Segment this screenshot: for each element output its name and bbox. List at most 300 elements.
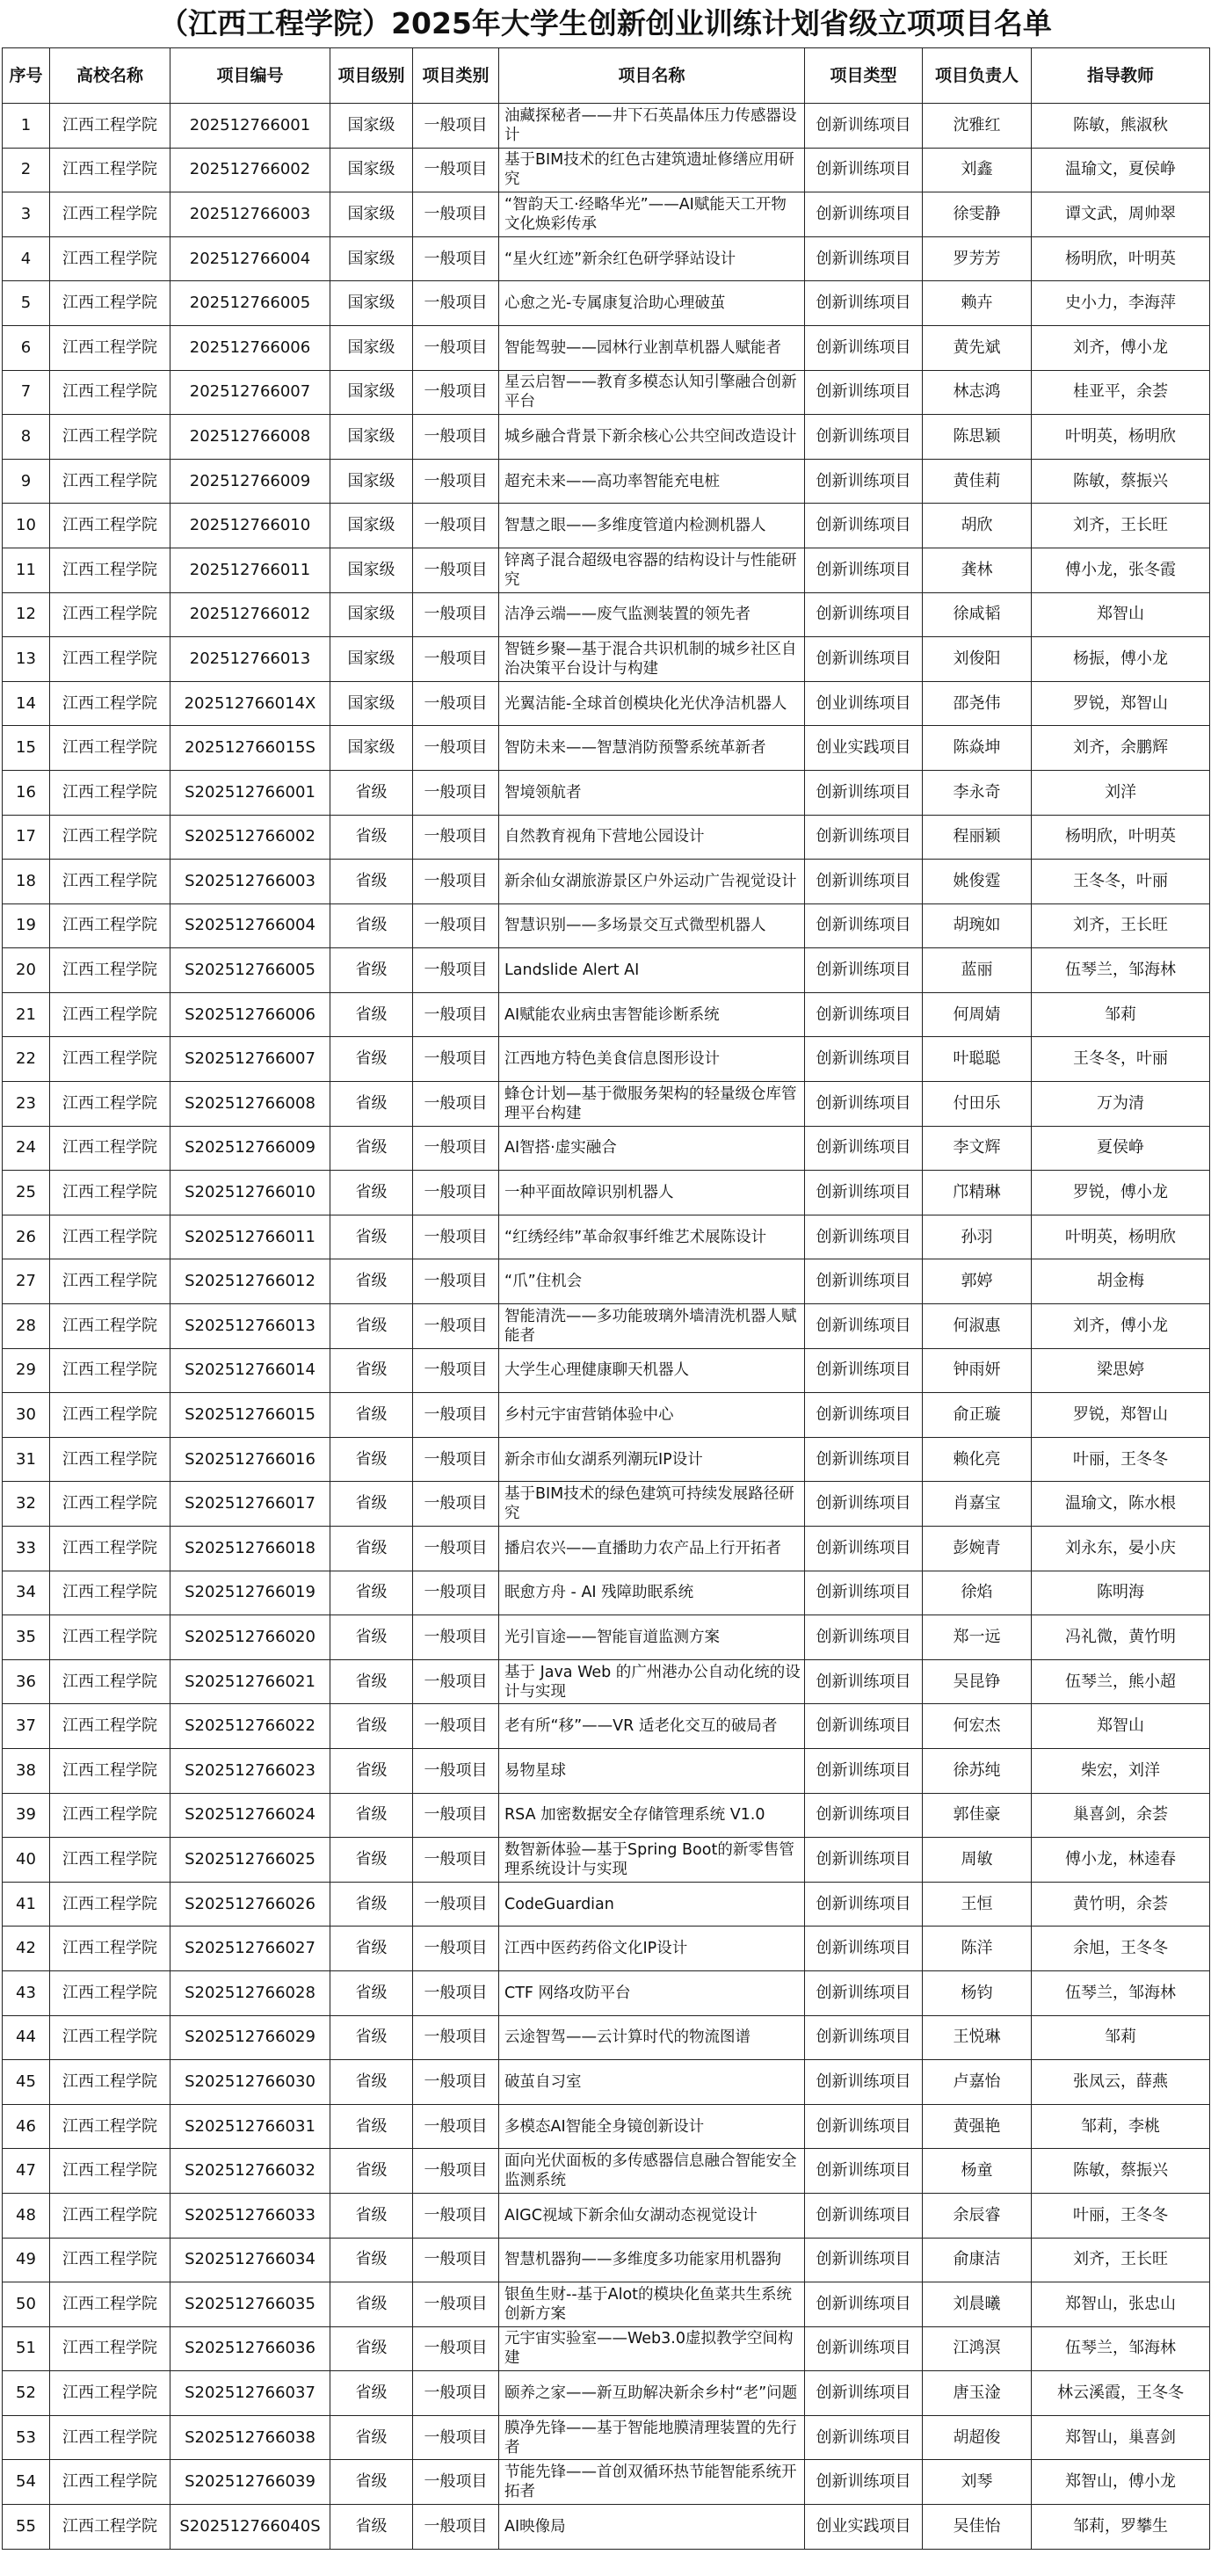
- cell-project-name: 城乡融合背景下新余核心公共空间改造设计: [499, 415, 805, 460]
- cell-school: 江西工程学院: [50, 1882, 170, 1927]
- cell-advisor: 叶丽，王冬冬: [1032, 2193, 1210, 2238]
- cell-project-leader: 胡超俊: [923, 2415, 1032, 2460]
- cell-school: 江西工程学院: [50, 192, 170, 237]
- cell-project-level: 国家级: [330, 459, 413, 504]
- cell-index: 23: [3, 1082, 50, 1127]
- cell-project-level: 省级: [330, 815, 413, 860]
- cell-project-code: S202512766025: [170, 1838, 330, 1883]
- cell-project-name: AIGC视域下新余仙女湖动态视觉设计: [499, 2193, 805, 2238]
- cell-project-category: 一般项目: [413, 1615, 499, 1660]
- cell-project-category: 一般项目: [413, 1037, 499, 1082]
- cell-school: 江西工程学院: [50, 948, 170, 993]
- cell-advisor: 桂亚平，余荟: [1032, 370, 1210, 415]
- cell-project-category: 一般项目: [413, 1082, 499, 1127]
- cell-project-name: 基于BIM技术的红色古建筑遗址修缮应用研究: [499, 148, 805, 192]
- cell-project-category: 一般项目: [413, 815, 499, 860]
- table-row: [3, 2282, 1210, 2327]
- cell-project-leader: 郑一远: [923, 1615, 1032, 1660]
- cell-project-code: 202512766012: [170, 592, 330, 637]
- cell-project-leader: 杨童: [923, 2149, 1032, 2194]
- table-row: [3, 815, 1210, 860]
- cell-index: 30: [3, 1393, 50, 1438]
- cell-project-code: S202512766040S: [170, 2505, 330, 2550]
- cell-advisor: 邹莉: [1032, 992, 1210, 1037]
- cell-advisor: 邹莉: [1032, 2015, 1210, 2060]
- cell-project-category: 一般项目: [413, 459, 499, 504]
- cell-project-code: 202512766005: [170, 281, 330, 326]
- cell-project-leader: 邝精琳: [923, 1171, 1032, 1215]
- table-row: [3, 726, 1210, 771]
- cell-project-category: 一般项目: [413, 860, 499, 904]
- cell-project-level: 省级: [330, 1659, 413, 1704]
- cell-project-level: 省级: [330, 2149, 413, 2194]
- cell-project-name: “智韵天工·经略华光”——AI赋能天工开物文化焕彩传承: [499, 192, 805, 237]
- cell-project-code: 202512766001: [170, 104, 330, 149]
- cell-project-type: 创新训练项目: [805, 1126, 923, 1171]
- cell-school: 江西工程学院: [50, 2104, 170, 2149]
- cell-index: 6: [3, 325, 50, 370]
- table-row: [3, 281, 1210, 326]
- cell-school: 江西工程学院: [50, 1171, 170, 1215]
- cell-project-name: 智慧识别——多场景交互式微型机器人: [499, 903, 805, 948]
- cell-school: 江西工程学院: [50, 815, 170, 860]
- cell-project-leader: 李文辉: [923, 1126, 1032, 1171]
- cell-project-leader: 胡琬如: [923, 903, 1032, 948]
- cell-project-leader: 陈思颖: [923, 415, 1032, 460]
- cell-advisor: 刘齐，傅小龙: [1032, 325, 1210, 370]
- column-header-index: 序号: [3, 48, 50, 104]
- cell-project-leader: 姚俊霆: [923, 860, 1032, 904]
- cell-project-level: 省级: [330, 1393, 413, 1438]
- cell-project-leader: 邵尧伟: [923, 681, 1032, 726]
- cell-project-name: 数智新体验—基于Spring Boot的新零售管理系统设计与实现: [499, 1838, 805, 1883]
- cell-project-name: 老有所“移”——VR 适老化交互的破局者: [499, 1704, 805, 1749]
- cell-index: 37: [3, 1704, 50, 1749]
- cell-advisor: 胡金梅: [1032, 1259, 1210, 1304]
- cell-project-leader: 何周婧: [923, 992, 1032, 1037]
- cell-project-category: 一般项目: [413, 370, 499, 415]
- cell-school: 江西工程学院: [50, 1482, 170, 1527]
- cell-school: 江西工程学院: [50, 1659, 170, 1704]
- cell-school: 江西工程学院: [50, 1037, 170, 1082]
- cell-project-leader: 龚林: [923, 548, 1032, 592]
- cell-index: 4: [3, 236, 50, 281]
- column-header-project-name: 项目名称: [499, 48, 805, 104]
- cell-project-leader: 吴昆铮: [923, 1659, 1032, 1704]
- cell-project-level: 国家级: [330, 281, 413, 326]
- cell-project-type: 创业实践项目: [805, 726, 923, 771]
- cell-advisor: 罗锐，傅小龙: [1032, 1171, 1210, 1215]
- cell-index: 22: [3, 1037, 50, 1082]
- cell-project-type: 创新训练项目: [805, 236, 923, 281]
- cell-project-type: 创新训练项目: [805, 2460, 923, 2505]
- cell-index: 14: [3, 681, 50, 726]
- cell-project-level: 省级: [330, 1215, 413, 1259]
- cell-school: 江西工程学院: [50, 415, 170, 460]
- cell-project-level: 省级: [330, 903, 413, 948]
- cell-index: 51: [3, 2326, 50, 2371]
- document-title: （江西工程学院）2025年大学生创新创业训练计划省级立项项目名单: [159, 6, 1052, 40]
- cell-project-type: 创新训练项目: [805, 2238, 923, 2282]
- cell-index: 47: [3, 2149, 50, 2194]
- cell-project-type: 创新训练项目: [805, 459, 923, 504]
- cell-project-type: 创新训练项目: [805, 1748, 923, 1793]
- column-header-project-category: 项目类别: [413, 48, 499, 104]
- cell-project-code: 202512766004: [170, 236, 330, 281]
- cell-project-type: 创新训练项目: [805, 1215, 923, 1259]
- cell-project-category: 一般项目: [413, 1171, 499, 1215]
- cell-school: 江西工程学院: [50, 548, 170, 592]
- cell-index: 39: [3, 1793, 50, 1838]
- cell-index: 41: [3, 1882, 50, 1927]
- cell-project-type: 创新训练项目: [805, 1037, 923, 1082]
- table-row: [3, 637, 1210, 682]
- cell-advisor: 张凤云，薛燕: [1032, 2060, 1210, 2105]
- cell-index: 38: [3, 1748, 50, 1793]
- table-row: [3, 992, 1210, 1037]
- cell-advisor: 刘齐，余鹏辉: [1032, 726, 1210, 771]
- cell-index: 27: [3, 1259, 50, 1304]
- cell-advisor: 刘齐，王长旺: [1032, 903, 1210, 948]
- cell-project-name: 智链乡聚—基于混合共识机制的城乡社区自治决策平台设计与构建: [499, 637, 805, 682]
- cell-project-code: S202512766034: [170, 2238, 330, 2282]
- table-row: [3, 2326, 1210, 2371]
- cell-project-name: 智慧机器狗——多维度多功能家用机器狗: [499, 2238, 805, 2282]
- table-row: [3, 770, 1210, 815]
- cell-school: 江西工程学院: [50, 1304, 170, 1349]
- cell-project-category: 一般项目: [413, 1970, 499, 2015]
- cell-project-leader: 徐焰: [923, 1571, 1032, 1615]
- table-row: [3, 2193, 1210, 2238]
- cell-school: 江西工程学院: [50, 1082, 170, 1127]
- cell-project-code: 202512766007: [170, 370, 330, 415]
- cell-school: 江西工程学院: [50, 2460, 170, 2505]
- cell-project-level: 省级: [330, 1882, 413, 1927]
- cell-index: 24: [3, 1126, 50, 1171]
- table-row: [3, 2415, 1210, 2460]
- cell-project-code: S202512766038: [170, 2415, 330, 2460]
- cell-project-category: 一般项目: [413, 2415, 499, 2460]
- cell-project-code: S202512766007: [170, 1037, 330, 1082]
- cell-school: 江西工程学院: [50, 1927, 170, 1971]
- cell-school: 江西工程学院: [50, 1527, 170, 1571]
- cell-project-level: 省级: [330, 1615, 413, 1660]
- cell-project-type: 创新训练项目: [805, 1838, 923, 1883]
- cell-project-type: 创新训练项目: [805, 1970, 923, 2015]
- cell-project-type: 创新训练项目: [805, 2104, 923, 2149]
- table-row: [3, 459, 1210, 504]
- cell-project-leader: 程丽颖: [923, 815, 1032, 860]
- cell-project-level: 省级: [330, 2460, 413, 2505]
- cell-project-name: 播启农兴——直播助力农产品上行开拓者: [499, 1527, 805, 1571]
- cell-project-level: 省级: [330, 2282, 413, 2327]
- cell-project-category: 一般项目: [413, 281, 499, 326]
- cell-project-leader: 罗芳芳: [923, 236, 1032, 281]
- table-row: [3, 1215, 1210, 1259]
- cell-project-code: S202512766028: [170, 1970, 330, 2015]
- table-header-row: [3, 48, 1210, 104]
- cell-advisor: 王冬冬，叶丽: [1032, 1037, 1210, 1082]
- cell-project-category: 一般项目: [413, 325, 499, 370]
- cell-project-type: 创新训练项目: [805, 1615, 923, 1660]
- cell-project-code: 202512766003: [170, 192, 330, 237]
- cell-project-code: S202512766036: [170, 2326, 330, 2371]
- cell-project-level: 省级: [330, 1037, 413, 1082]
- cell-project-category: 一般项目: [413, 948, 499, 993]
- cell-project-category: 一般项目: [413, 1793, 499, 1838]
- cell-index: 43: [3, 1970, 50, 2015]
- cell-index: 45: [3, 2060, 50, 2105]
- table-row: [3, 2371, 1210, 2416]
- cell-school: 江西工程学院: [50, 1970, 170, 2015]
- cell-school: 江西工程学院: [50, 1793, 170, 1838]
- cell-project-code: S202512766018: [170, 1527, 330, 1571]
- cell-project-leader: 胡欣: [923, 504, 1032, 548]
- cell-project-code: S202512766009: [170, 1126, 330, 1171]
- cell-index: 13: [3, 637, 50, 682]
- cell-project-code: S202512766004: [170, 903, 330, 948]
- cell-project-name: 智境领航者: [499, 770, 805, 815]
- cell-school: 江西工程学院: [50, 2015, 170, 2060]
- table-row: [3, 1615, 1210, 1660]
- cell-project-name: 面向光伏面板的多传感器信息融合智能安全监测系统: [499, 2149, 805, 2194]
- cell-project-category: 一般项目: [413, 1304, 499, 1349]
- cell-advisor: 夏侯峥: [1032, 1126, 1210, 1171]
- cell-project-leader: 余辰睿: [923, 2193, 1032, 2238]
- cell-project-name: 颐养之家——新互助解决新余乡村“老”问题: [499, 2371, 805, 2416]
- table-row: [3, 325, 1210, 370]
- cell-project-leader: 俞正璇: [923, 1393, 1032, 1438]
- cell-school: 江西工程学院: [50, 236, 170, 281]
- cell-project-type: 创新训练项目: [805, 1437, 923, 1482]
- cell-project-leader: 付田乐: [923, 1082, 1032, 1127]
- cell-project-category: 一般项目: [413, 992, 499, 1037]
- table-row: [3, 1348, 1210, 1393]
- cell-project-name: 锌离子混合超级电容器的结构设计与性能研究: [499, 548, 805, 592]
- cell-project-name: 乡村元宇宙营销体验中心: [499, 1393, 805, 1438]
- cell-index: 29: [3, 1348, 50, 1393]
- table-row: [3, 1304, 1210, 1349]
- cell-index: 1: [3, 104, 50, 149]
- cell-project-category: 一般项目: [413, 2104, 499, 2149]
- cell-project-level: 省级: [330, 1527, 413, 1571]
- table-row: [3, 148, 1210, 192]
- cell-project-code: S202512766026: [170, 1882, 330, 1927]
- cell-project-type: 创新训练项目: [805, 2371, 923, 2416]
- cell-project-leader: 刘晨曦: [923, 2282, 1032, 2327]
- cell-advisor: 罗锐，郑智山: [1032, 681, 1210, 726]
- cell-project-category: 一般项目: [413, 592, 499, 637]
- table-row: [3, 1171, 1210, 1215]
- cell-project-leader: 赖卉: [923, 281, 1032, 326]
- cell-project-name: 银鱼生财--基于Alot的模块化鱼菜共生系统创新方案: [499, 2282, 805, 2327]
- cell-project-category: 一般项目: [413, 2371, 499, 2416]
- cell-project-type: 创新训练项目: [805, 1171, 923, 1215]
- cell-project-category: 一般项目: [413, 1882, 499, 1927]
- cell-index: 10: [3, 504, 50, 548]
- cell-school: 江西工程学院: [50, 2193, 170, 2238]
- cell-project-code: 202512766013: [170, 637, 330, 682]
- table-row: [3, 2149, 1210, 2194]
- cell-project-name: “红绣经纬”革命叙事纤维艺术展陈设计: [499, 1215, 805, 1259]
- cell-index: 15: [3, 726, 50, 771]
- cell-school: 江西工程学院: [50, 459, 170, 504]
- table-row: [3, 1482, 1210, 1527]
- cell-project-type: 创新训练项目: [805, 1704, 923, 1749]
- cell-project-name: “星火红迹”新余红色研学驿站设计: [499, 236, 805, 281]
- column-header-project-level: 项目级别: [330, 48, 413, 104]
- cell-project-level: 省级: [330, 1571, 413, 1615]
- cell-advisor: 叶明英，杨明欣: [1032, 415, 1210, 460]
- cell-project-level: 国家级: [330, 592, 413, 637]
- table-row: [3, 681, 1210, 726]
- cell-project-level: 省级: [330, 2505, 413, 2550]
- cell-index: 3: [3, 192, 50, 237]
- cell-index: 54: [3, 2460, 50, 2505]
- cell-project-code: 202512766011: [170, 548, 330, 592]
- table-row: [3, 1126, 1210, 1171]
- cell-project-leader: 黄强艳: [923, 2104, 1032, 2149]
- table-row: [3, 1793, 1210, 1838]
- cell-project-type: 创新训练项目: [805, 2060, 923, 2105]
- cell-advisor: 杨振，傅小龙: [1032, 637, 1210, 682]
- cell-project-leader: 黄佳莉: [923, 459, 1032, 504]
- cell-school: 江西工程学院: [50, 1571, 170, 1615]
- cell-project-code: S202512766023: [170, 1748, 330, 1793]
- cell-project-leader: 郭婷: [923, 1259, 1032, 1304]
- cell-index: 49: [3, 2238, 50, 2282]
- table-row: [3, 1259, 1210, 1304]
- cell-project-name: 一种平面故障识别机器人: [499, 1171, 805, 1215]
- table-row: [3, 415, 1210, 460]
- cell-project-category: 一般项目: [413, 1659, 499, 1704]
- cell-project-type: 创新训练项目: [805, 860, 923, 904]
- cell-advisor: 伍琴兰，邹海林: [1032, 948, 1210, 993]
- cell-project-leader: 陈焱坤: [923, 726, 1032, 771]
- cell-project-category: 一般项目: [413, 1838, 499, 1883]
- cell-advisor: 冯礼微，黄竹明: [1032, 1615, 1210, 1660]
- cell-project-code: S202512766015: [170, 1393, 330, 1438]
- cell-project-level: 省级: [330, 1171, 413, 1215]
- cell-project-type: 创新训练项目: [805, 1882, 923, 1927]
- column-header-school: 高校名称: [50, 48, 170, 104]
- cell-project-name: 基于 Java Web 的广州港办公自动化统的设计与实现: [499, 1659, 805, 1704]
- cell-project-type: 创新训练项目: [805, 1348, 923, 1393]
- table-row: [3, 2104, 1210, 2149]
- cell-project-name: CTF 网络攻防平台: [499, 1970, 805, 2015]
- cell-project-level: 国家级: [330, 370, 413, 415]
- cell-project-leader: 杨钧: [923, 1970, 1032, 2015]
- cell-school: 江西工程学院: [50, 1704, 170, 1749]
- cell-project-type: 创新训练项目: [805, 1482, 923, 1527]
- cell-project-level: 省级: [330, 2415, 413, 2460]
- cell-advisor: 史小力，李海萍: [1032, 281, 1210, 326]
- cell-project-code: S202512766035: [170, 2282, 330, 2327]
- cell-project-category: 一般项目: [413, 1126, 499, 1171]
- table-row: [3, 1082, 1210, 1127]
- cell-project-name: 智防未来——智慧消防预警系统革新者: [499, 726, 805, 771]
- cell-project-category: 一般项目: [413, 504, 499, 548]
- cell-project-code: S202512766021: [170, 1659, 330, 1704]
- cell-project-code: S202512766024: [170, 1793, 330, 1838]
- cell-project-type: 创新训练项目: [805, 2415, 923, 2460]
- cell-project-category: 一般项目: [413, 1393, 499, 1438]
- cell-school: 江西工程学院: [50, 2371, 170, 2416]
- cell-school: 江西工程学院: [50, 2505, 170, 2550]
- cell-school: 江西工程学院: [50, 1615, 170, 1660]
- table-row: [3, 1659, 1210, 1704]
- cell-project-name: 云途智驾——云计算时代的物流图谱: [499, 2015, 805, 2060]
- cell-index: 36: [3, 1659, 50, 1704]
- cell-project-leader: 周敏: [923, 1838, 1032, 1883]
- cell-project-category: 一般项目: [413, 1927, 499, 1971]
- cell-project-type: 创业实践项目: [805, 2505, 923, 2550]
- cell-project-category: 一般项目: [413, 2505, 499, 2550]
- table-row: [3, 860, 1210, 904]
- table-row: [3, 592, 1210, 637]
- cell-advisor: 刘齐，王长旺: [1032, 2238, 1210, 2282]
- cell-advisor: 叶明英，杨明欣: [1032, 1215, 1210, 1259]
- cell-project-code: S202512766019: [170, 1571, 330, 1615]
- cell-index: 20: [3, 948, 50, 993]
- cell-project-name: 新余仙女湖旅游景区户外运动广告视觉设计: [499, 860, 805, 904]
- cell-project-leader: 沈雅红: [923, 104, 1032, 149]
- cell-index: 50: [3, 2282, 50, 2327]
- cell-project-name: 蜂仓计划—基于微服务架构的轻量级仓库管理平台构建: [499, 1082, 805, 1127]
- cell-project-code: S202512766037: [170, 2371, 330, 2416]
- cell-project-level: 国家级: [330, 726, 413, 771]
- cell-project-name: 多模态AI智能全身镜创新设计: [499, 2104, 805, 2149]
- cell-project-level: 省级: [330, 1348, 413, 1393]
- cell-project-level: 国家级: [330, 504, 413, 548]
- cell-project-name: 基于BIM技术的绿色建筑可持续发展路径研究: [499, 1482, 805, 1527]
- table-row: [3, 1037, 1210, 1082]
- cell-advisor: 黄竹明，余荟: [1032, 1882, 1210, 1927]
- cell-project-level: 省级: [330, 1482, 413, 1527]
- cell-project-name: 智慧之眼——多维度管道内检测机器人: [499, 504, 805, 548]
- cell-project-name: 元宇宙实验室——Web3.0虚拟教学空间构建: [499, 2326, 805, 2371]
- cell-school: 江西工程学院: [50, 281, 170, 326]
- cell-school: 江西工程学院: [50, 370, 170, 415]
- cell-project-type: 创新训练项目: [805, 192, 923, 237]
- cell-project-name: 心愈之光-专属康复洽助心理破茧: [499, 281, 805, 326]
- cell-project-leader: 肖嘉宝: [923, 1482, 1032, 1527]
- cell-project-level: 国家级: [330, 104, 413, 149]
- cell-project-level: 省级: [330, 1748, 413, 1793]
- cell-project-leader: 江鸿溟: [923, 2326, 1032, 2371]
- cell-project-code: S202512766010: [170, 1171, 330, 1215]
- table-row: [3, 192, 1210, 237]
- cell-index: 44: [3, 2015, 50, 2060]
- cell-project-type: 创新训练项目: [805, 2282, 923, 2327]
- cell-project-type: 创新训练项目: [805, 548, 923, 592]
- cell-project-name: 星云启智——教育多模态认知引擎融合创新平台: [499, 370, 805, 415]
- cell-project-code: S202512766022: [170, 1704, 330, 1749]
- cell-school: 江西工程学院: [50, 504, 170, 548]
- project-table: [2, 47, 1210, 2550]
- cell-index: 19: [3, 903, 50, 948]
- cell-project-leader: 钟雨妍: [923, 1348, 1032, 1393]
- cell-project-name: “爪”住机会: [499, 1259, 805, 1304]
- cell-project-type: 创新训练项目: [805, 948, 923, 993]
- cell-index: 28: [3, 1304, 50, 1349]
- table-row: [3, 2238, 1210, 2282]
- cell-project-leader: 何淑惠: [923, 1304, 1032, 1349]
- cell-project-level: 省级: [330, 1927, 413, 1971]
- cell-project-category: 一般项目: [413, 2326, 499, 2371]
- cell-project-leader: 李永奇: [923, 770, 1032, 815]
- cell-advisor: 温瑜文，陈水根: [1032, 1482, 1210, 1527]
